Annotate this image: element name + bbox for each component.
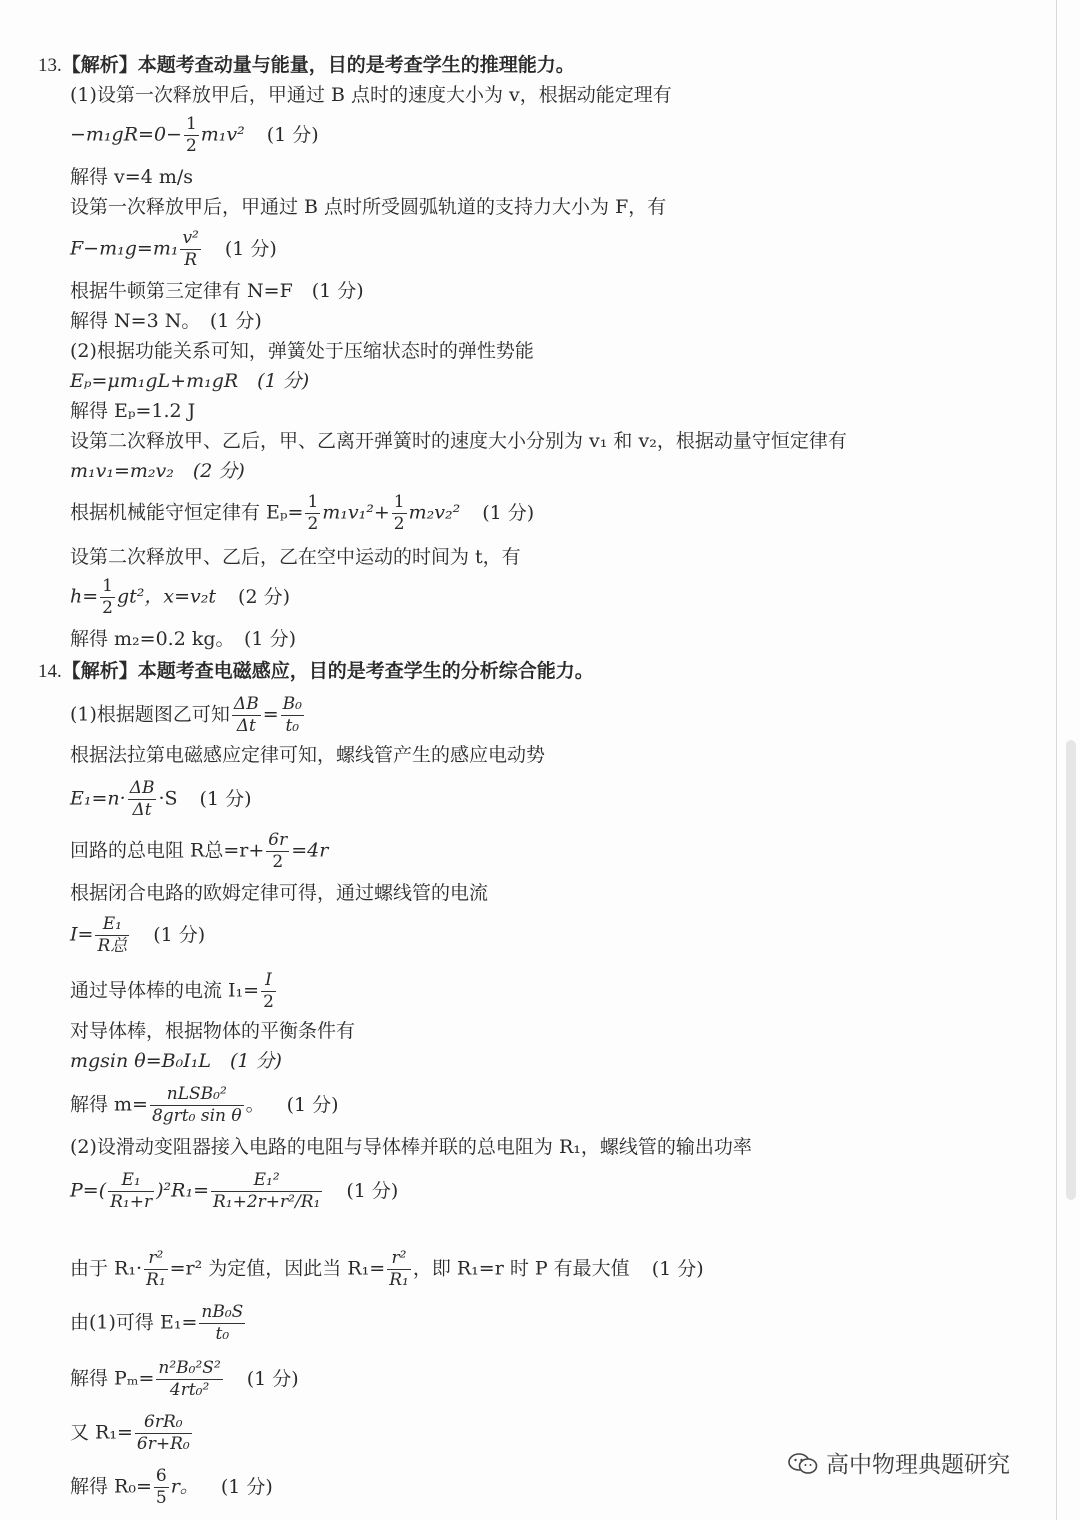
eq-text: h= bbox=[70, 585, 99, 608]
eq-text: =r² 为定值，因此当 R₁= bbox=[169, 1257, 386, 1280]
eq-text: 解得 R₀= bbox=[70, 1475, 152, 1498]
points: (1 分) bbox=[286, 1093, 339, 1116]
q14-header-text: 【解析】本题考查电磁感应，目的是考查学生的分析综合能力。 bbox=[61, 660, 594, 682]
q14-eq-mass: 解得 m= $\frac{\text{nLSB₀²}}{\text{8grt₀ sin θ}}$ 。 (1 分) bbox=[70, 1084, 339, 1126]
q14-eq-current bbox=[70, 916, 205, 955]
page-edge-line bbox=[1056, 0, 1057, 1520]
fraction: $\frac{\text{r²}}{\text{R₁}}$ bbox=[389, 1248, 409, 1290]
points: (1 分) bbox=[651, 1257, 704, 1280]
fraction: $\frac{\text{nB₀S}}{\text{t₀}}$ bbox=[201, 1302, 244, 1344]
q14-eq-max-condition bbox=[70, 1250, 704, 1289]
points: (1 分) bbox=[266, 123, 319, 146]
fraction: $\frac{\text{nLSB₀²}}{\text{8grt₀ sin θ}}$ bbox=[151, 1084, 242, 1126]
q14-eq-emf bbox=[70, 780, 252, 819]
eq-text: =4r bbox=[291, 839, 329, 862]
fraction: $\frac{\text{E₁}}{\text{R₁+r}}$ bbox=[110, 1170, 153, 1212]
scrollbar-thumb[interactable] bbox=[1066, 740, 1076, 1200]
q13-line-3: 解得 v=4 m/s bbox=[70, 166, 193, 188]
q13-line-14: 设第二次释放甲、乙后，乙在空中运动的时间为 t，有 bbox=[70, 546, 521, 568]
q14-eq-R1 bbox=[70, 1414, 194, 1453]
q14-line-9: mgsin θ=B₀I₁L (1 分) bbox=[70, 1050, 282, 1072]
q13-line-10: 解得 Eₚ=1.2 J bbox=[70, 400, 196, 422]
q13-line-6: 根据牛顿第三定律有 N=F (1 分) bbox=[70, 280, 364, 302]
points: (1 分) bbox=[199, 787, 252, 810]
q13-header bbox=[38, 52, 575, 79]
eq-text: 由于 R₁· bbox=[70, 1257, 143, 1280]
points: (1 分) bbox=[346, 1179, 399, 1202]
fraction: $\frac{I}{2}$ bbox=[263, 970, 274, 1012]
points: (1 分) bbox=[153, 923, 206, 946]
eq-text: 又 R₁= bbox=[70, 1421, 133, 1444]
eq-text: 回路的总电阻 R总=r+ bbox=[70, 839, 265, 862]
q13-line-4: 设第一次释放甲后，甲通过 B 点时所受圆弧轨道的支持力大小为 F，有 bbox=[70, 196, 667, 218]
q14-line-2: 根据法拉第电磁感应定律可知，螺线管产生的感应电动势 bbox=[70, 744, 546, 766]
q13-line-7: 解得 N=3 N。 (1 分) bbox=[70, 310, 262, 332]
fraction: $\frac{\Delta B}{\Delta t}$ bbox=[233, 694, 259, 736]
q13-eq-energy bbox=[70, 494, 534, 533]
points: (1 分) bbox=[482, 501, 535, 524]
points: (1 分) bbox=[246, 1367, 299, 1390]
q13-line-11: 设第二次释放甲、乙后，甲、乙离开弹簧时的速度大小分别为 v₁ 和 v₂，根据动量守恒定律有 bbox=[70, 430, 847, 452]
watermark-text: 高中物理典题研究 bbox=[826, 1452, 1010, 1478]
q14-eq-R0 bbox=[70, 1468, 273, 1507]
q13-line-12: m₁v₁=m₂v₂ (2 分) bbox=[70, 460, 245, 482]
fraction: $\frac{1}{2}$ bbox=[185, 114, 197, 156]
eq-text: m₁v₁²+ bbox=[322, 501, 390, 524]
eq-text: (1)根据题图乙可知 bbox=[70, 703, 230, 726]
fraction: $\frac{\Delta B}{\Delta t}$ bbox=[129, 778, 155, 820]
fraction: $\frac{\text{r²}}{\text{R₁}}$ bbox=[146, 1248, 166, 1290]
q13-eq-projectile bbox=[70, 578, 290, 617]
q14-eq-rod-current bbox=[70, 972, 278, 1011]
q14-line-5: 根据闭合电路的欧姆定律可得，通过螺线管的电流 bbox=[70, 882, 489, 904]
fraction: $\frac{\text{E₁}}{\text{R总}}$ bbox=[97, 914, 128, 956]
eq-text: m₂v₂² bbox=[408, 501, 461, 524]
q13-eq-kinetic bbox=[70, 116, 319, 155]
eq-text: gt²，x=v₂t bbox=[117, 585, 217, 608]
q14-eq-power bbox=[70, 1172, 398, 1211]
q14-line-11: (2)设滑动变阻器接入电路的电阻与导体棒并联的总电阻为 R₁，螺线管的输出功率 bbox=[70, 1136, 752, 1158]
fraction: $\frac{\text{B₀}}{\text{t₀}}$ bbox=[282, 694, 302, 736]
eq-text: 由(1)可得 E₁= bbox=[70, 1311, 198, 1334]
eq-text: r。 bbox=[170, 1475, 199, 1498]
eq-text: ·S bbox=[158, 787, 178, 810]
eq-text: E₁=n· bbox=[70, 787, 126, 810]
points: (2 分) bbox=[238, 585, 291, 608]
q14-eq-E1 bbox=[70, 1304, 247, 1343]
eq-text: 解得 m= bbox=[70, 1093, 148, 1116]
eq-text: I= bbox=[70, 923, 94, 946]
eq-text: P=( bbox=[70, 1179, 107, 1202]
q14-line-1: (1)根据题图乙可知 $\frac{\Delta B}{\Delta t}$ = $\frac{\text{B₀}}{\text{t₀}}$ bbox=[70, 694, 302, 736]
points: (1 分) bbox=[220, 1475, 273, 1498]
q14-header bbox=[38, 658, 594, 685]
points: (1 分) bbox=[224, 237, 277, 260]
eq-text: )²R₁= bbox=[156, 1179, 209, 1202]
q13-line-16: 解得 m₂=0.2 kg。 (1 分) bbox=[70, 628, 296, 650]
q13-line-9: Eₚ=μm₁gL+m₁gR (1 分) bbox=[70, 370, 310, 392]
eq-text: 根据机械能守恒定律有 Eₚ= bbox=[70, 501, 304, 524]
fraction: $\frac{\text{v²}}{R}$ bbox=[182, 228, 199, 270]
q13-eq-force bbox=[70, 230, 277, 269]
fraction: $\frac{6r}{2}$ bbox=[268, 830, 288, 872]
q14-number: 14. bbox=[38, 661, 62, 682]
q14-line-8: 对导体棒，根据物体的平衡条件有 bbox=[70, 1020, 356, 1042]
fraction: $\frac{1}{2}$ bbox=[102, 576, 113, 618]
q14-eq-Pm bbox=[70, 1360, 299, 1399]
q13-number: 13. bbox=[38, 55, 62, 76]
eq-text: −m₁gR=0− bbox=[70, 123, 182, 146]
q13-line-1: (1)设第一次释放甲后，甲通过 B 点时的速度大小为 v，根据动能定理有 bbox=[70, 84, 672, 106]
watermark bbox=[788, 1446, 1010, 1479]
q13-line-8: (2)根据功能关系可知，弹簧处于压缩状态时的弹性势能 bbox=[70, 340, 534, 362]
eq-text: 解得 Pₘ= bbox=[70, 1367, 155, 1390]
fraction: $\frac{1}{2}$ bbox=[393, 492, 405, 534]
eq-text: F−m₁g=m₁ bbox=[70, 237, 179, 260]
wechat-icon bbox=[788, 1453, 818, 1475]
eq-text: m₁v² bbox=[200, 123, 245, 146]
fraction: $\frac{\text{E₁²}}{\text{R₁+2r+r²/R₁}}$ bbox=[213, 1170, 321, 1212]
q13-header-text: 【解析】本题考查动量与能量，目的是考查学生的推理能力。 bbox=[61, 54, 575, 76]
fraction: $\frac{\text{6rR₀}}{\text{6r+R₀}}$ bbox=[136, 1412, 190, 1454]
eq-text: 通过导体棒的电流 I₁= bbox=[70, 979, 260, 1002]
fraction: $\frac{\text{n²B₀²S²}}{\text{4rt₀²}}$ bbox=[158, 1358, 221, 1400]
fraction: $\frac{6}{5}$ bbox=[155, 1466, 167, 1508]
q14-eq-resistance bbox=[70, 832, 328, 871]
eq-text: ，即 R₁=r 时 P 有最大值 bbox=[412, 1257, 630, 1280]
fraction: $\frac{1}{2}$ bbox=[307, 492, 319, 534]
